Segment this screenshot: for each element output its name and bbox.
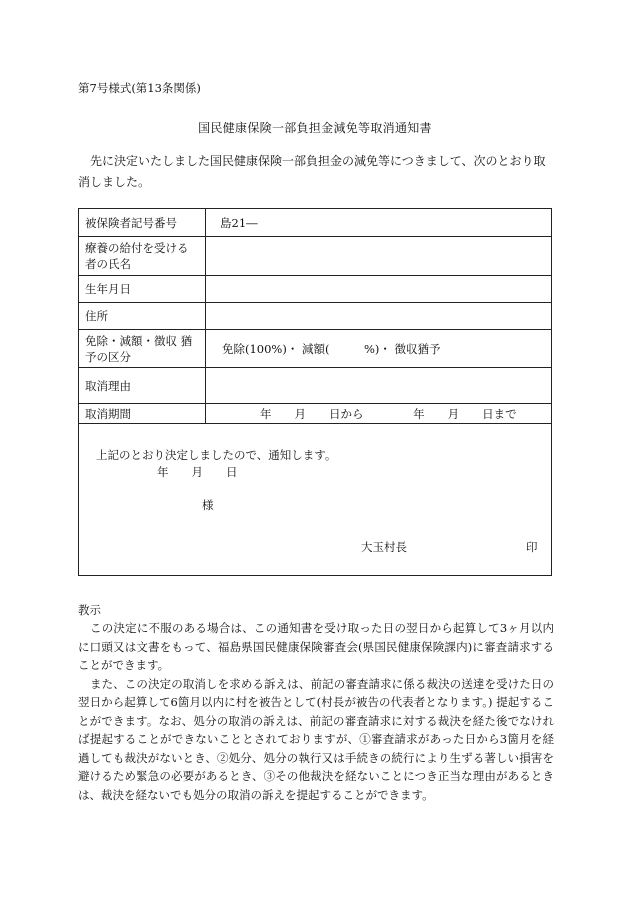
notice-cell [79,424,552,576]
instruction-paragraph-2: また、この決定の取消しを求める訴えは、前記の審査請求に係る裁決の送達を受けた日の翌日から起算して6箇月以内に村を被告として(村長が被告の代表者となります。) 提起することができます。なお、処分の取消の訴えは、前記の審査請求に対する裁決を経た後でなければ提起することができないこととされておりますが、①審査請求があった日から3箇月を経過しても裁決がないとき、②処分、処分の執行又は手続きの続行により生ずる著しい損害を避けるため緊急の必要があるとき、③その他裁決を経ないことにつき正当な理由があるときは、裁決を経ないでも処分の取消の訴えを提起することができます。 [78,676,554,802]
form-number: 第7号様式(第13条関係) [78,81,201,95]
date-of-birth-value [206,276,552,303]
period-end: 年 月 日まで [413,406,517,421]
intro-paragraph: 先に決定いたしました国民健康保険一部負担金の減免等につきまして、次のとおり取消しました。 [78,154,546,189]
address-value [206,303,552,330]
category-value: 免除(100%)・ 減額( %)・ 徴収猶予 [206,330,552,368]
table-row [79,237,552,276]
cancel-period-value [206,404,552,424]
insured-number-label: 被保険者記号番号 [79,209,206,237]
recipient-name-value [206,237,552,276]
address-label: 住所 [79,303,206,330]
table-row [79,330,552,368]
details-table [78,208,552,576]
instruction-paragraph-1: この決定に不服のある場合は、この通知書を受け取った日の翌日から起算して3ヶ月以内に口頭又は文書をもって、福島県国民健康保険審査会(県国民健康保険課内)に審査請求することができます。 [78,621,554,672]
table-row [79,424,552,576]
instruction-heading: 教示 [78,603,101,617]
issuer-name: 大玉村長 [361,540,407,554]
instruction-section [78,601,554,804]
date-of-birth-label: 生年月日 [79,276,206,303]
recipient-name-label: 療養の給付を受ける者の氏名 [79,237,206,276]
cancel-period-label: 取消期間 [79,404,206,424]
addressee-suffix: 様 [202,498,214,512]
notice-box [79,424,551,575]
insured-number-value: 島21― [206,209,552,237]
cancel-reason-label: 取消理由 [79,368,206,404]
table-row [79,404,552,424]
cancel-reason-value [206,368,552,404]
table-row [79,209,552,237]
table-row [79,276,552,303]
table-row [79,303,552,330]
notice-date: 年 月 日 [157,465,238,479]
category-label: 免除・減額・徴収 猶予の区分 [79,330,206,368]
notice-text: 上記のとおり決定しましたので、通知します。 [96,448,337,462]
table-row [79,368,552,404]
period-start: 年 月 日から [260,406,364,421]
document-title: 国民健康保険一部負担金減免等取消通知書 [198,121,432,135]
seal-mark: 印 [526,540,538,554]
